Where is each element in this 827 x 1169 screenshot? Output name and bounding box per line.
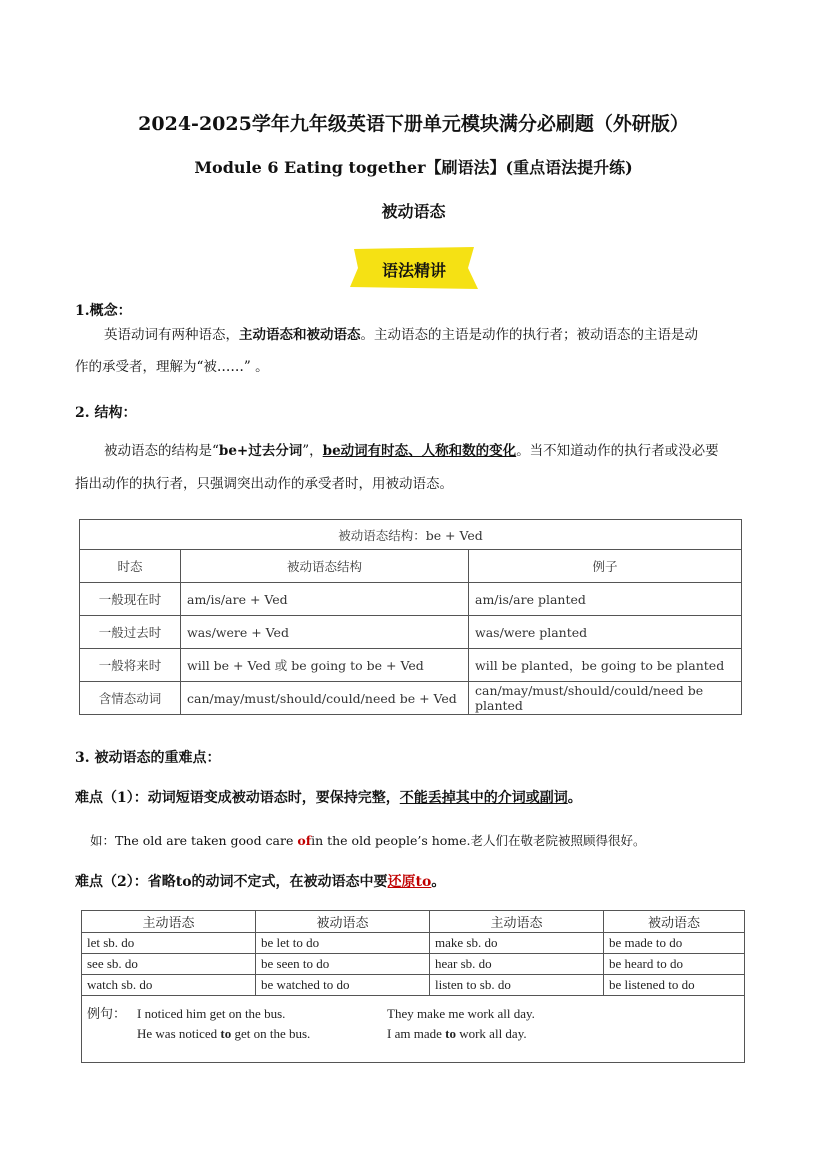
example-label: 例句： xyxy=(87,1006,127,1021)
text: He was noticed xyxy=(137,1026,221,1041)
example-cell: can/may/must/should/could/need be planted xyxy=(469,682,742,715)
cell: see sb. do xyxy=(82,954,256,975)
text: 难点（2）：省略to的动词不定式，在被动语态中要 xyxy=(75,874,388,890)
text: 如：The old are taken good care xyxy=(90,833,298,848)
difficulty2 xyxy=(75,871,445,891)
text: 。 xyxy=(567,790,582,806)
text: work all day. xyxy=(455,1026,527,1041)
underlined-text: 不能丢掉其中的介词或副词 xyxy=(399,790,568,806)
header-cell: 主动语态 xyxy=(430,911,604,933)
text: ”， xyxy=(302,443,323,459)
section2-line1 xyxy=(104,436,764,466)
section3-heading: 3. 被动语态的重难点： xyxy=(75,750,221,766)
structure-cell: will be + Ved 或 be going to be + Ved xyxy=(181,649,469,682)
table-row xyxy=(82,954,745,975)
underlined-bold-text: be动词有时态、人称和数的变化 xyxy=(322,443,517,459)
section1-heading: 1.概念： xyxy=(75,303,132,319)
cell: be watched to do xyxy=(256,975,430,996)
example-cell: am/is/are planted xyxy=(469,583,742,616)
table-row xyxy=(80,649,742,682)
cell: watch sb. do xyxy=(82,975,256,996)
cell: hear sb. do xyxy=(430,954,604,975)
cell: let sb. do xyxy=(82,933,256,954)
table-row xyxy=(82,975,745,996)
section-badge xyxy=(348,247,480,289)
structure-cell: am/is/are + Ved xyxy=(181,583,469,616)
text: 被动语态的结构是“ xyxy=(104,443,219,459)
table-caption: 被动语态结构：be + Ved xyxy=(80,520,742,550)
bold-text: to xyxy=(445,1026,456,1041)
cell: be made to do xyxy=(604,933,745,954)
header-cell: 被动语态 xyxy=(256,911,430,933)
text: 。主动语态的主语是动作的执行者；被动语态的主语是动 xyxy=(360,327,698,343)
structure-cell: can/may/must/should/could/need be + Ved xyxy=(181,682,469,715)
topic-title: 被动语态 xyxy=(381,202,446,221)
text: I am made xyxy=(387,1026,446,1041)
table-row xyxy=(80,583,742,616)
cell: be heard to do xyxy=(604,954,745,975)
tense-cell: 一般将来时 xyxy=(80,649,181,682)
table-header-row xyxy=(82,911,745,933)
text: 。 xyxy=(431,874,446,890)
tense-cell: 一般现在时 xyxy=(80,583,181,616)
difficulty1 xyxy=(75,787,582,807)
section2-heading: 2. 结构： xyxy=(75,405,137,421)
passive-structure-table xyxy=(79,519,742,715)
cell: be let to do xyxy=(256,933,430,954)
tense-cell: 一般过去时 xyxy=(80,616,181,649)
bold-text: to xyxy=(220,1026,232,1041)
table-header-row xyxy=(80,550,742,583)
example-sentence: I noticed him get on the bus. xyxy=(137,1006,286,1021)
example-sentence xyxy=(387,1024,527,1044)
table-row xyxy=(82,933,745,954)
document-title: 2024-2025学年九年级英语下册单元模块满分必刷题（外研版） xyxy=(138,113,689,135)
to-restore-table xyxy=(81,910,745,1063)
table-row xyxy=(80,682,742,715)
example-line xyxy=(87,1004,739,1024)
header-cell: 被动语态结构 xyxy=(181,550,469,583)
example-sentence: They make me work all day. xyxy=(387,1006,535,1021)
bold-text: 主动语态和被动语态 xyxy=(239,327,361,343)
highlight-text: 还原to xyxy=(387,874,432,890)
text: 。当不知道动作的执行者或没必要 xyxy=(516,443,719,459)
cell: make sb. do xyxy=(430,933,604,954)
table-row xyxy=(80,616,742,649)
cell: listen to sb. do xyxy=(430,975,604,996)
text: in the old people’s home.老人们在敬老院被照顾得很好。 xyxy=(311,833,646,848)
header-cell: 例子 xyxy=(469,550,742,583)
example-cell: was/were planted xyxy=(469,616,742,649)
cell: be listened to do xyxy=(604,975,745,996)
example-line xyxy=(87,1024,739,1044)
header-cell: 时态 xyxy=(80,550,181,583)
header-cell: 主动语态 xyxy=(82,911,256,933)
tense-cell: 含情态动词 xyxy=(80,682,181,715)
badge-label: 语法精讲 xyxy=(381,261,446,280)
example-cell: will be planted，be going to be planted xyxy=(469,649,742,682)
section1-line2: 作的承受者，理解为“被……” 。 xyxy=(75,359,269,375)
section1-line1 xyxy=(104,320,764,350)
cell: be seen to do xyxy=(256,954,430,975)
section2-line2: 指出动作的执行者，只强调突出动作的承受者时，用被动语态。 xyxy=(75,476,453,492)
highlight-text: of xyxy=(297,833,312,848)
text: get on the bus. xyxy=(231,1026,311,1041)
example-cell xyxy=(82,996,745,1063)
example-row xyxy=(82,996,745,1063)
example-sentence xyxy=(137,1024,387,1044)
bold-text: be+过去分词 xyxy=(218,443,303,459)
header-cell: 被动语态 xyxy=(604,911,745,933)
module-subtitle: Module 6 Eating together【刷语法】(重点语法提升练) xyxy=(194,158,633,177)
structure-cell: was/were + Ved xyxy=(181,616,469,649)
text: 英语动词有两种语态， xyxy=(104,327,239,343)
text: 难点（1）：动词短语变成被动语态时，要保持完整， xyxy=(75,790,400,806)
difficulty1-example xyxy=(90,831,646,849)
